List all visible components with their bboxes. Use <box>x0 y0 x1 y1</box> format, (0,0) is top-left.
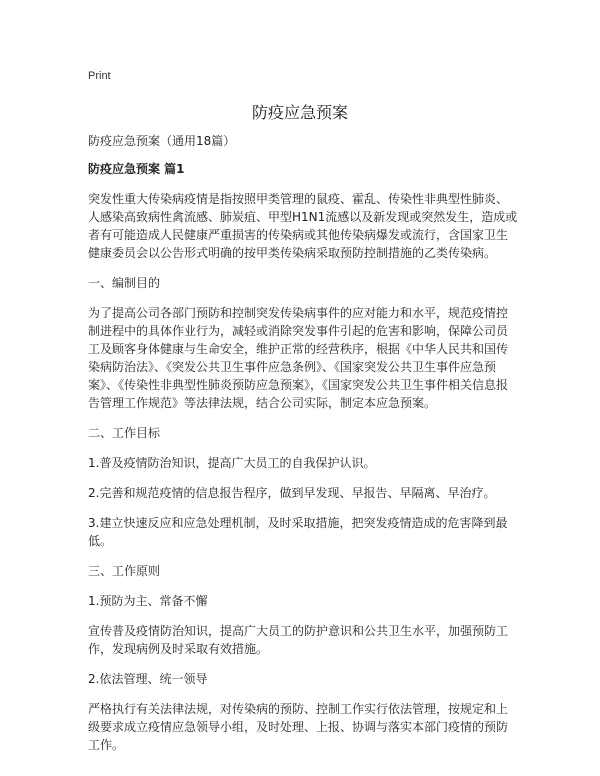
section-heading-principles: 三、工作原则 <box>88 564 161 578</box>
principle-1-heading: 1.预防为主、常备不懈 <box>88 594 208 608</box>
section-heading-goals: 二、工作目标 <box>88 426 161 440</box>
goal-item-3: 3.建立快速反应和应急处理机制，及时采取措施，把突发疫情造成的危害降到最低。 <box>88 516 508 548</box>
principle-1-paragraph: 宣传普及疫情防治知识，提高广大员工的防护意识和公共卫生水平，加强预防工作，发现病例及时采取有效措施。 <box>88 624 509 656</box>
principle-2-paragraph: 严格执行有关法律法规，对传染病的预防、控制工作实行依法管理，按规定和上级要求成立疫情应急领导小组，及时处理、上报、协调与落实本部门疫情的预防工作。 <box>88 702 509 752</box>
print-link[interactable]: Print <box>88 70 111 82</box>
purpose-paragraph: 为了提高公司各部门预防和控制突发传染病事件的应对能力和水平，规范疫情控制进程中的具体作业行为，减轻或消除突发事件引起的危害和影响，保障公司员工及顾客身体健康与生命安全，维护正常的经营秩序，根据《中华人民共和国传染病防治法》、《突发公共卫生事件应急条例》、《国家突发公共卫生事件应急预案》、《传染性非典型性肺炎预防应急预案》，《国家突发公共卫生事件相关信息报告管理工作规范》等法律法规，结合公司实际，制定本应急预案。 <box>88 306 509 410</box>
document-body <box>88 132 518 766</box>
chapter-heading: 防疫应急预案 篇1 <box>88 162 185 176</box>
document-subtitle: 防疫应急预案（通用18篇） <box>88 134 236 148</box>
goal-item-2: 2.完善和规范疫情的信息报告程序，做到早发现、早报告、早隔离、早治疗。 <box>88 486 496 500</box>
page-title: 防疫应急预案 <box>251 103 348 122</box>
goal-item-1: 1.普及疫情防治知识，提高广大员工的自我保护认识。 <box>88 456 376 470</box>
section-heading-purpose: 一、编制目的 <box>88 276 161 290</box>
principle-2-heading: 2.依法管理、统一领导 <box>88 672 208 686</box>
intro-paragraph: 突发性重大传染病疫情是指按照甲类管理的鼠疫、霍乱、传染性非典型性肺炎、人感染高致病性禽流感、肺炭疽、甲型H1N1流感以及新发现或突然发生，造成或者有可能造成人民健康严重损害的传染病或其他传染病爆发或流行，含国家卫生健康委员会以公告形式明确的按甲类传染病采取预防控制措施的乙类传染病。 <box>88 192 518 260</box>
